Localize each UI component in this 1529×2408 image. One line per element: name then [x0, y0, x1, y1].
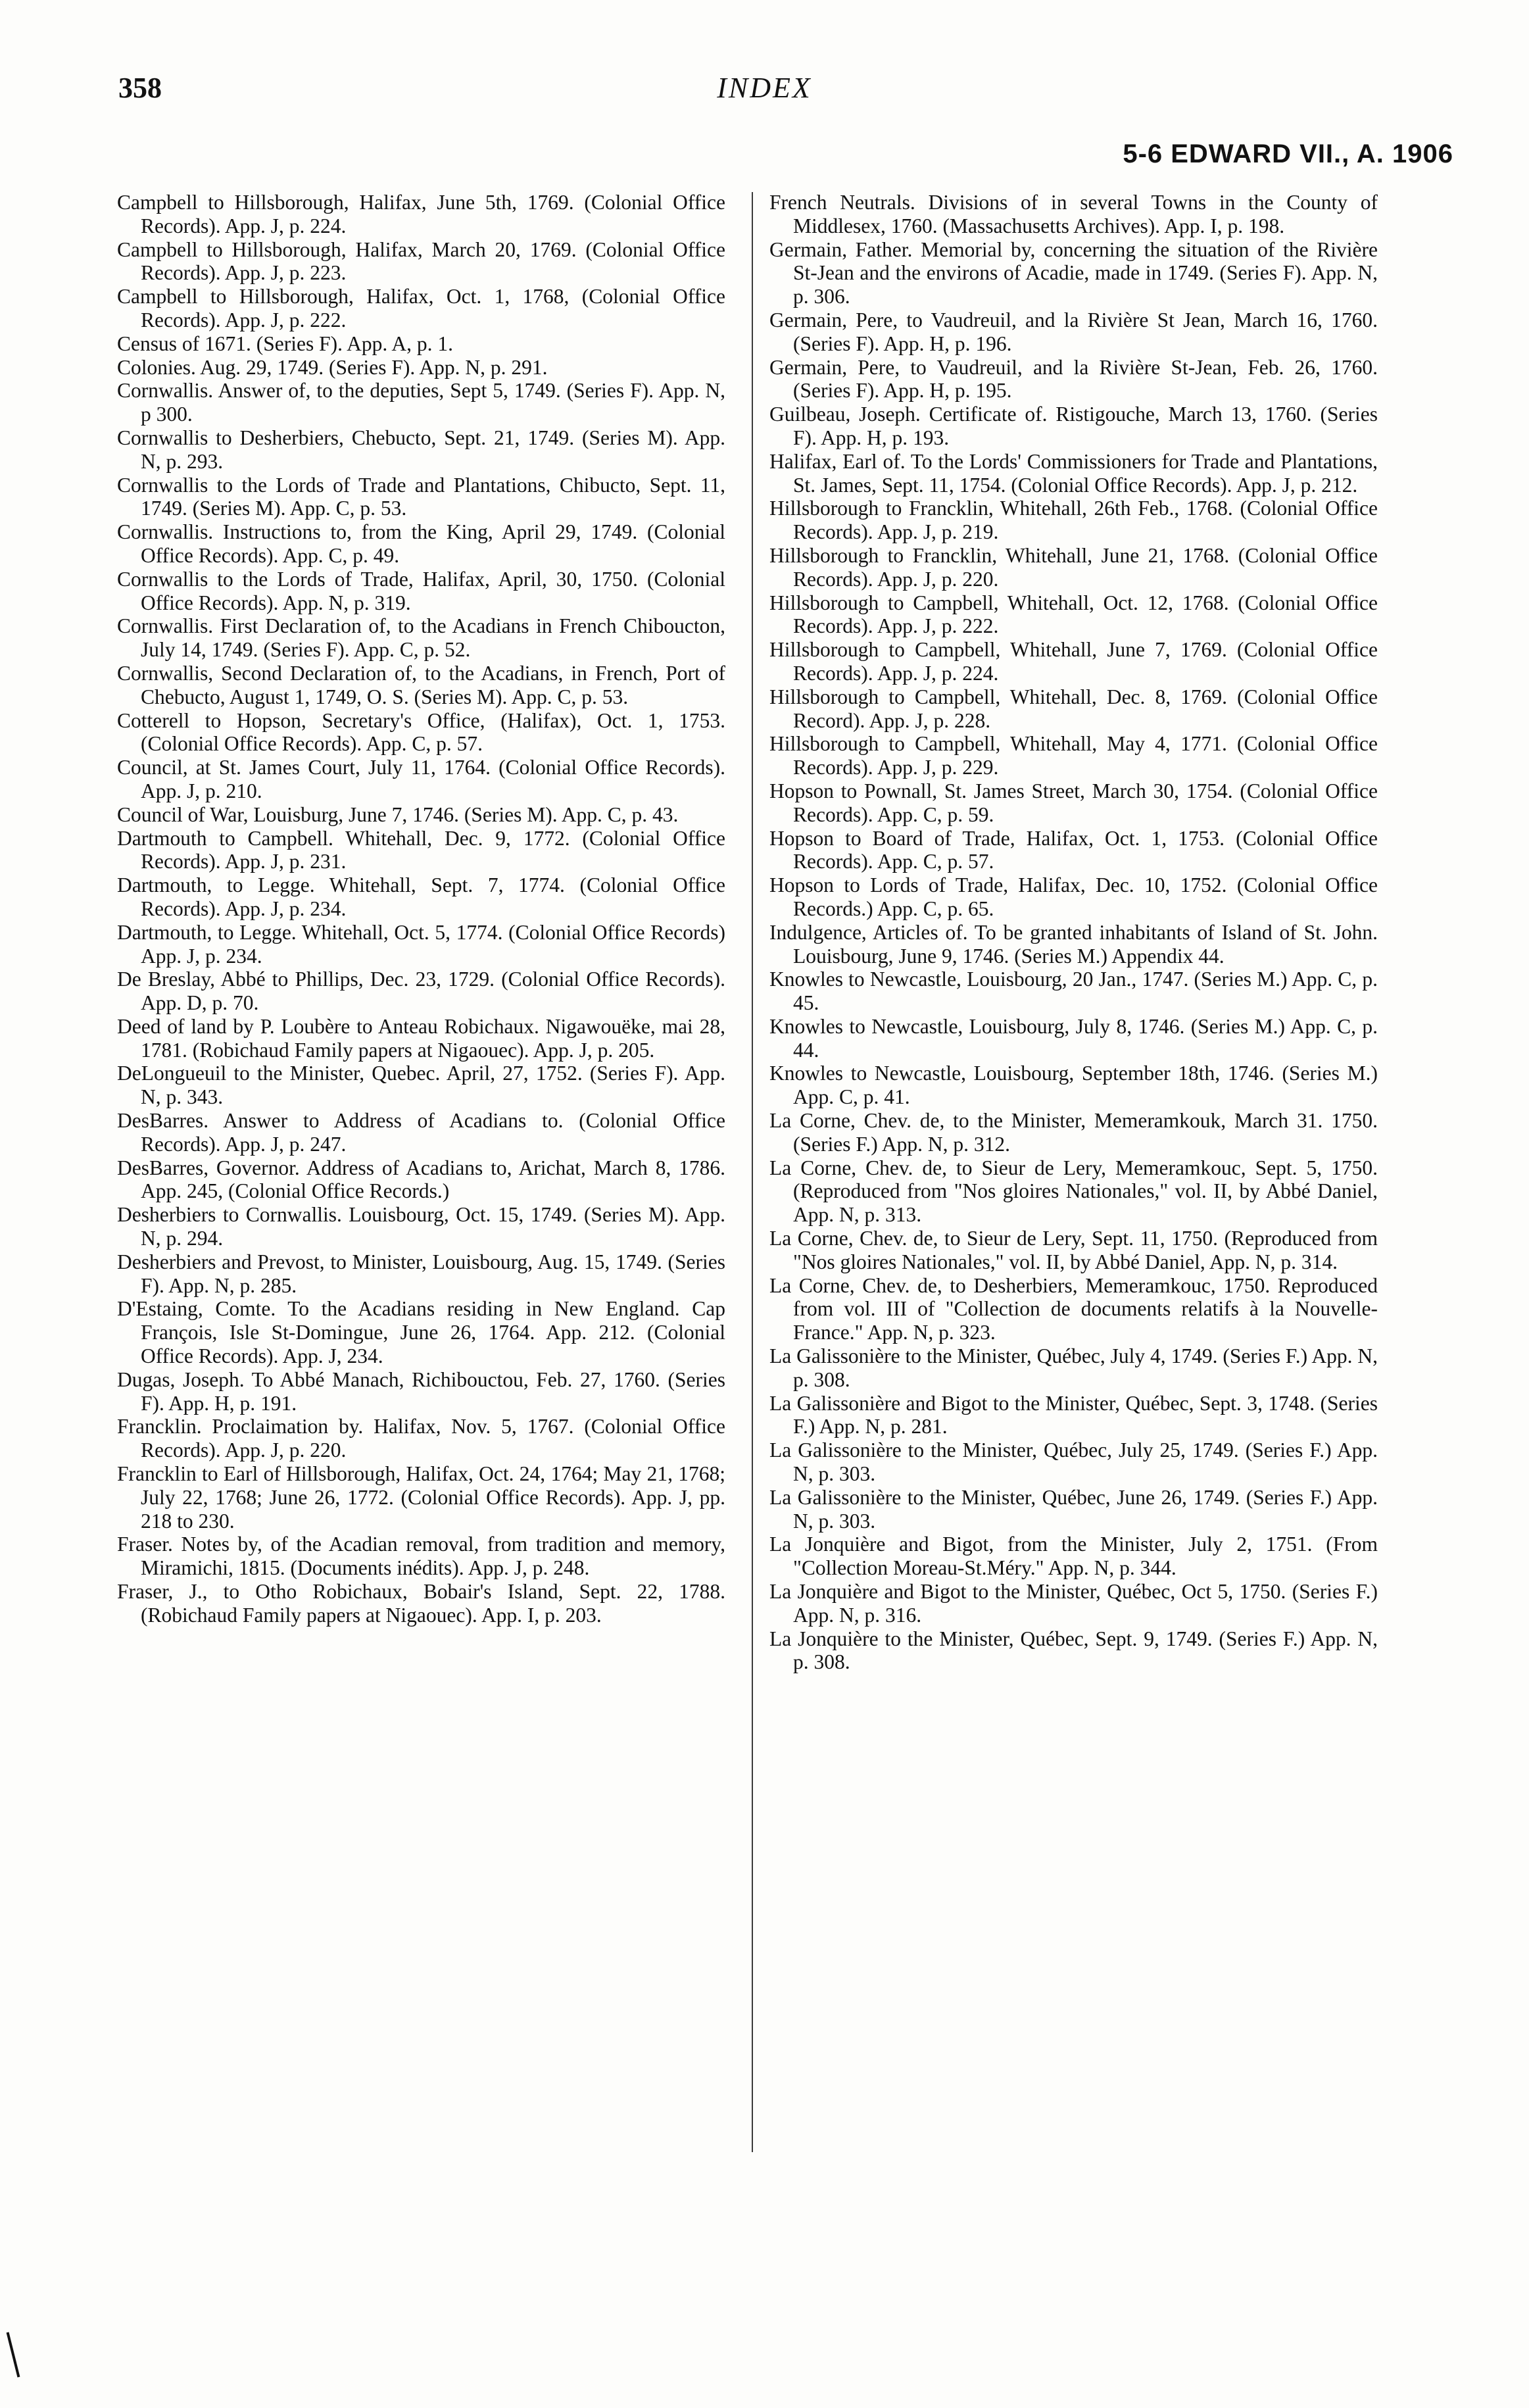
index-entry: Hillsborough to Campbell, Whitehall, May 4, 1771. (Colonial Office Records). App. J, p. 229. — [769, 732, 1378, 779]
index-entry: DesBarres. Answer to Address of Acadians to. (Colonial Office Records). App. J, p. 247. — [117, 1109, 725, 1156]
index-entry: Knowles to Newcastle, Louisbourg, September 18th, 1746. (Series M.) App. C, p. 41. — [769, 1062, 1378, 1109]
index-entry: Cotterell to Hopson, Secretary's Office, (Halifax), Oct. 1, 1753. (Colonial Office Records). App. C, p. 57. — [117, 708, 725, 756]
index-entry: Fraser, J., to Otho Robichaux, Bobair's Island, Sept. 22, 1788. (Robichaud Family papers at Nigaouec). App. I, p. 203. — [117, 1580, 725, 1627]
index-entry: La Galissonière to the Minister, Québec, July 25, 1749. (Series F.) App. N, p. 303. — [769, 1438, 1378, 1486]
index-entry: Cornwallis. First Declaration of, to the Acadians in French Chiboucton, July 14, 1749. (Series F). App. C, p. 52. — [117, 614, 725, 662]
index-entry: Halifax, Earl of. To the Lords' Commissioners for Trade and Plantations, St. James, Sept. 11, 1754. (Colonial Office Records). App. J, p. 212. — [769, 449, 1378, 497]
index-entry: French Neutrals. Divisions of in several Towns in the County of Middlesex, 1760. (Massachusetts Archives). App. I, p. 198. — [769, 191, 1378, 237]
index-entry: La Corne, Chev. de, to Sieur de Lery, Sept. 11, 1750. (Reproduced from "Nos gloires Nationales," vol. II, by Abbé Daniel, App. N, p. 314. — [769, 1227, 1378, 1273]
index-entry: La Jonquière and Bigot to the Minister, Québec, Oct 5, 1750. (Series F.) App. N, p. 316. — [769, 1580, 1378, 1627]
index-entry: Cornwallis. Answer of, to the deputies, Sept 5, 1749. (Series F). App. N, p 300. — [117, 379, 725, 426]
index-entry: Fraser. Notes by, of the Acadian removal, from tradition and memory, Miramichi, 1815. (Documents inédits). App. J, p. 248. — [117, 1533, 725, 1580]
index-entry: Hopson to Board of Trade, Halifax, Oct. 1, 1753. (Colonial Office Records). App. C, p. 57. — [769, 826, 1378, 873]
index-entry: La Corne, Chev. de, to Sieur de Lery, Memeramkouc, Sept. 5, 1750. (Reproduced from "Nos gloires Nationales," vol. II, by Abbé Daniel, App. N, p. 313. — [769, 1156, 1378, 1227]
index-entry: Cornwallis to the Lords of Trade, Halifax, April, 30, 1750. (Colonial Office Records). App. N, p. 319. — [117, 567, 725, 614]
index-entry: La Jonquière and Bigot, from the Minister, July 2, 1751. (From "Collection Moreau-St.Méry." App. N, p. 344. — [769, 1533, 1378, 1580]
index-entry: Dartmouth, to Legge. Whitehall, Oct. 5, 1774. (Colonial Office Records) App. J, p. 234. — [117, 920, 725, 968]
index-entry: DeLongueuil to the Minister, Quebec. April, 27, 1752. (Series F). App. N, p. 343. — [117, 1062, 725, 1109]
index-entry: Census of 1671. (Series F). App. A, p. 1. — [117, 332, 453, 355]
index-column-right — [769, 191, 1378, 1674]
index-entry: Germain, Pere, to Vaudreuil, and la Rivière St Jean, March 16, 1760. (Series F). App. H, p. 196. — [769, 308, 1378, 355]
index-entry: Cornwallis to Desherbiers, Chebucto, Sept. 21, 1749. (Series M). App. N, p. 293. — [117, 426, 725, 473]
index-entry: Guilbeau, Joseph. Certificate of. Ristigouche, March 13, 1760. (Series F). App. H, p. 193. — [769, 403, 1378, 449]
index-entry: Knowles to Newcastle, Louisbourg, July 8, 1746. (Series M.) App. C, p. 44. — [769, 1014, 1378, 1062]
index-entry: D'Estaing, Comte. To the Acadians residing in New England. Cap François, Isle St-Domingue, June 26, 1764. App. 212. (Colonial Office Records). App. J, 234. — [117, 1297, 725, 1368]
index-entry: Dugas, Joseph. To Abbé Manach, Richibouctou, Feb. 27, 1760. (Series F). App. H, p. 191. — [117, 1367, 725, 1415]
index-entry: Hillsborough to Francklin, Whitehall, 26th Feb., 1768. (Colonial Office Records). App. J, p. 219. — [769, 497, 1378, 544]
index-entry: Cornwallis, Second Declaration of, to the Acadians, in French, Port of Chebucto, August 1, 1749, O. S. (Series M). App. C, p. 53. — [117, 661, 725, 708]
column-divider — [752, 192, 753, 2152]
index-entry: La Galissonière to the Minister, Québec, July 4, 1749. (Series F.) App. N, p. 308. — [769, 1344, 1378, 1391]
index-entry: Desherbiers and Prevost, to Minister, Louisbourg, Aug. 15, 1749. (Series F). App. N, p. 285. — [117, 1250, 725, 1297]
index-entry: DesBarres, Governor. Address of Acadians to, Arichat, March 8, 1786. App. 245, (Colonial Office Records.) — [117, 1156, 725, 1203]
index-entry: La Corne, Chev. de, to the Minister, Memeramkouk, March 31. 1750. (Series F.) App. N, p. 312. — [769, 1109, 1378, 1156]
page-title: INDEX — [717, 72, 812, 104]
index-entry: Cornwallis to the Lords of Trade and Plantations, Chibucto, Sept. 11, 1749. (Series M). App. C, p. 53. — [117, 473, 725, 520]
index-entry: Dartmouth to Campbell. Whitehall, Dec. 9, 1772. (Colonial Office Records). App. J, p. 231. — [117, 826, 725, 873]
index-entry: Deed of land by P. Loubère to Anteau Robichaux. Nigawouëke, mai 28, 1781. (Robichaud Family papers at Nigaouec). App. J, p. 205. — [117, 1014, 725, 1062]
index-entry: Hopson to Pownall, St. James Street, March 30, 1754. (Colonial Office Records). App. C, p. 59. — [769, 779, 1378, 826]
index-column-left — [117, 191, 725, 1627]
index-entry: La Corne, Chev. de, to Desherbiers, Memeramkouc, 1750. Reproduced from vol. III of "Collection de documents relatifs à la Nouvelle-France." App. N, p. 323. — [769, 1273, 1378, 1344]
index-entry: Council of War, Louisburg, June 7, 1746. (Series M). App. C, p. 43. — [117, 802, 679, 826]
index-entry: Indulgence, Articles of. To be granted inhabitants of Island of St. John. Louisbourg, June 9, 1746. (Series M.) Appendix 44. — [769, 920, 1378, 968]
page-number: 358 — [118, 72, 162, 104]
index-entry: Hopson to Lords of Trade, Halifax, Dec. 10, 1752. (Colonial Office Records.) App. C, p. 65. — [769, 873, 1378, 920]
index-entry: Knowles to Newcastle, Louisbourg, 20 Jan., 1747. (Series M.) App. C, p. 45. — [769, 968, 1378, 1015]
index-entry: Hillsborough to Campbell, Whitehall, Dec. 8, 1769. (Colonial Office Record). App. J, p. 228. — [769, 685, 1378, 732]
index-entry: Desherbiers to Cornwallis. Louisbourg, Oct. 15, 1749. (Series M). App. N, p. 294. — [117, 1203, 725, 1250]
index-entry: Campbell to Hillsborough, Halifax, March 20, 1769. (Colonial Office Records). App. J, p. 223. — [117, 237, 725, 285]
index-entry: De Breslay, Abbé to Phillips, Dec. 23, 1729. (Colonial Office Records). App. D, p. 70. — [117, 968, 725, 1015]
index-entry: Hillsborough to Campbell, Whitehall, Oct. 12, 1768. (Colonial Office Records). App. J, p. 222. — [769, 591, 1378, 638]
index-entry: La Galissonière to the Minister, Québec, June 26, 1749. (Series F.) App. N, p. 303. — [769, 1485, 1378, 1533]
index-entry: Colonies. Aug. 29, 1749. (Series F). App. N, p. 291. — [117, 355, 548, 379]
session-heading: 5-6 EDWARD VII., A. 1906 — [1123, 139, 1453, 168]
index-entry: Francklin to Earl of Hillsborough, Halifax, Oct. 24, 1764; May 21, 1768; July 22, 1768; June 26, 1772. (Colonial Office Records). App. J, pp. 218 to 230. — [117, 1462, 725, 1533]
index-entry: Dartmouth, to Legge. Whitehall, Sept. 7, 1774. (Colonial Office Records). App. J, p. 234. — [117, 873, 725, 920]
index-entry: Germain, Pere, to Vaudreuil, and la Rivière St-Jean, Feb. 26, 1760. (Series F). App. H, p. 195. — [769, 355, 1378, 403]
index-entry: Hillsborough to Campbell, Whitehall, June 7, 1769. (Colonial Office Records). App. J, p. 224. — [769, 638, 1378, 685]
index-entry: Francklin. Proclaimation by. Halifax, Nov. 5, 1767. (Colonial Office Records). App. J, p. 220. — [117, 1415, 725, 1462]
index-entry: Germain, Father. Memorial by, concerning the situation of the Rivière St-Jean and the environs of Acadie, made in 1749. (Series F). App. N, p. 306. — [769, 237, 1378, 308]
index-entry: Campbell to Hillsborough, Halifax, Oct. 1, 1768, (Colonial Office Records). App. J, p. 222. — [117, 285, 725, 332]
index-entry: Hillsborough to Francklin, Whitehall, June 21, 1768. (Colonial Office Records). App. J, p. 220. — [769, 543, 1378, 591]
index-entry: Campbell to Hillsborough, Halifax, June 5th, 1769. (Colonial Office Records). App. J, p. 224. — [117, 191, 725, 237]
index-entry: Cornwallis. Instructions to, from the King, April 29, 1749. (Colonial Office Records). App. C, p. 49. — [117, 520, 725, 567]
scan-mark — [7, 2332, 20, 2378]
index-entry: Council, at St. James Court, July 11, 1764. (Colonial Office Records). App. J, p. 210. — [117, 756, 725, 802]
index-entry: La Galissonière and Bigot to the Minister, Québec, Sept. 3, 1748. (Series F.) App. N, p. 281. — [769, 1391, 1378, 1438]
index-entry: La Jonquière to the Minister, Québec, Sept. 9, 1749. (Series F.) App. N, p. 308. — [769, 1627, 1378, 1674]
